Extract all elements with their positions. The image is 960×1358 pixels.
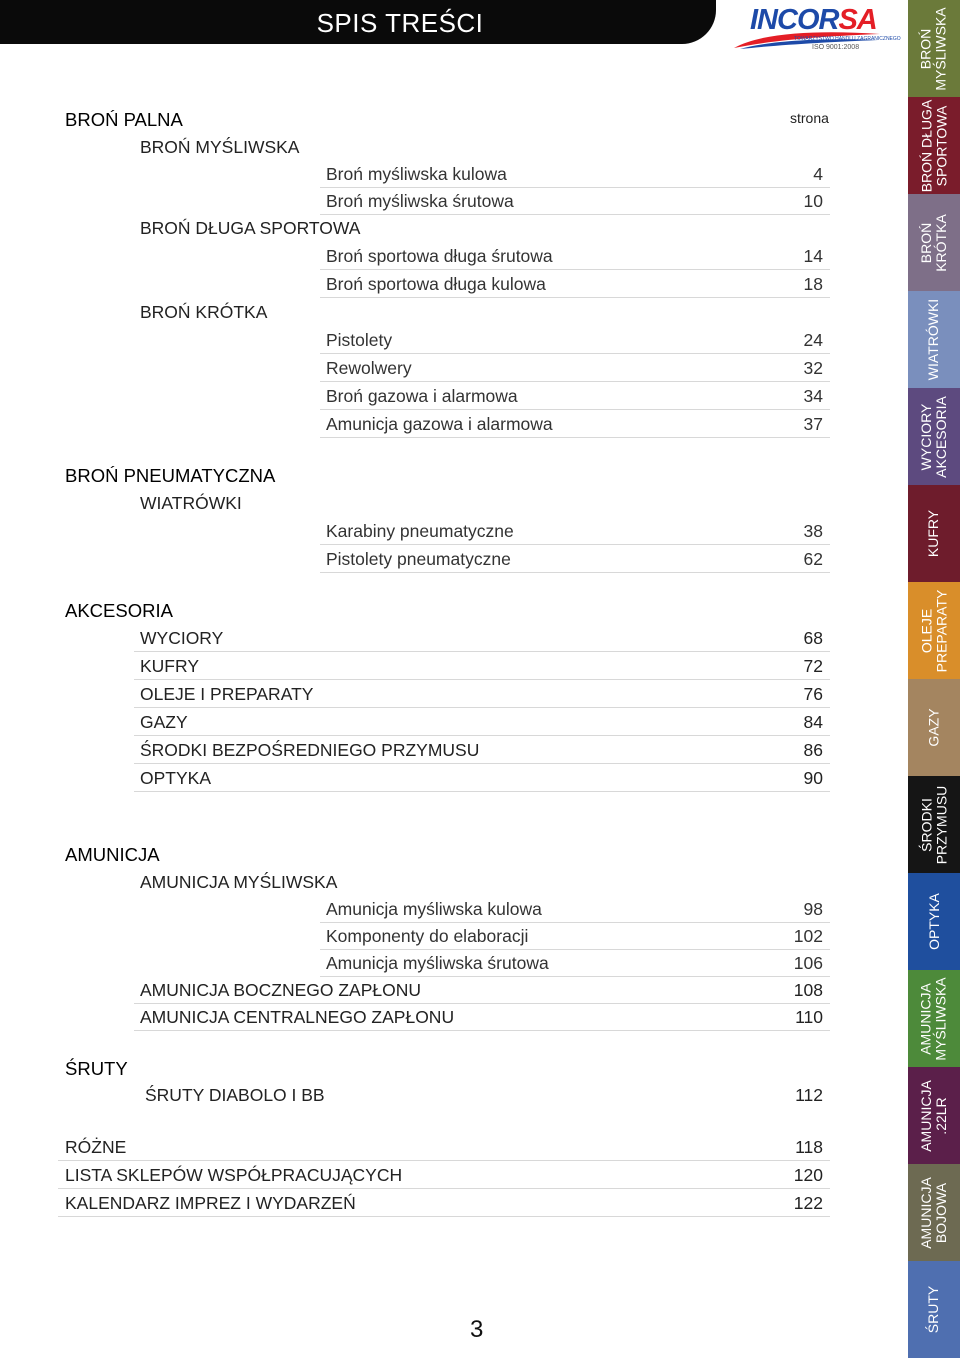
logo-wordmark: INCORSA: [750, 4, 877, 36]
tab-amunicja-22lr[interactable]: AMUNICJA .22LR: [908, 1067, 960, 1164]
page-title: SPIS TREŚCI: [316, 8, 484, 38]
toc-entry[interactable]: Broń myśliwska śrutowa 10: [320, 188, 830, 215]
toc-entry[interactable]: GAZY 84: [134, 709, 830, 736]
toc-entry[interactable]: LISTA SKLEPÓW WSPÓŁPRACUJĄCYCH 120: [58, 1162, 830, 1189]
tab-optyka[interactable]: OPTYKA: [908, 873, 960, 970]
toc-entry[interactable]: KUFRY 72: [134, 653, 830, 680]
tab-gazy[interactable]: GAZY: [908, 679, 960, 776]
toc-subsection[interactable]: BROŃ MYŚLIWSKA: [140, 137, 300, 157]
toc-subsection[interactable]: WIATRÓWKI: [140, 493, 242, 513]
toc-entry[interactable]: Broń gazowa i alarmowa 34: [320, 383, 830, 410]
page-column-heading: strona: [790, 110, 829, 126]
tab-oleje-preparaty[interactable]: OLEJE PREPARATY: [908, 582, 960, 679]
toc-entry[interactable]: Amunicja gazowa i alarmowa 37: [320, 411, 830, 438]
toc-entry[interactable]: Pistolety 24: [320, 327, 830, 354]
tab-sruty[interactable]: ŚRUTY: [908, 1261, 960, 1358]
toc-entry[interactable]: Karabiny pneumatyczne 38: [320, 518, 830, 545]
tab-wiatrowki[interactable]: WIATRÓWKI: [908, 291, 960, 388]
toc-entry[interactable]: Broń sportowa długa śrutowa 14: [320, 243, 830, 270]
toc-entry[interactable]: RÓŻNE 118: [58, 1134, 830, 1161]
tab-srodki-przymusu[interactable]: ŚRODKI PRZYMUSU: [908, 776, 960, 873]
toc-entry[interactable]: KALENDARZ IMPREZ I WYDARZEŃ 122: [58, 1190, 830, 1217]
toc-entry[interactable]: Rewolwery 32: [320, 355, 830, 382]
toc-subsection[interactable]: BROŃ KRÓTKA: [140, 302, 268, 322]
logo-iso: ISO 9001:2008: [812, 44, 860, 51]
toc-entry[interactable]: AMUNICJA CENTRALNEGO ZAPŁONU 110: [134, 1004, 830, 1031]
tab-bron-mysliwska[interactable]: BROŃ MYŚLIWSKA: [908, 0, 960, 97]
tab-kufry[interactable]: KUFRY: [908, 485, 960, 582]
toc-entry[interactable]: Pistolety pneumatyczne 62: [320, 546, 830, 573]
toc-entry[interactable]: OLEJE I PREPARATY 76: [134, 681, 830, 708]
tab-amunicja-bojowa[interactable]: AMUNICJA BOJOWA: [908, 1164, 960, 1261]
tab-wyciory-akcesoria[interactable]: WYCIORY AKCESORIA: [908, 388, 960, 485]
toc-entry[interactable]: OPTYKA 90: [134, 765, 830, 792]
logo-tagline: TOWARZYSTWO HANDLU ZAGRANICZNEGO: [794, 36, 901, 42]
tab-amunicja-mysliwska[interactable]: AMUNICJA MYŚLIWSKA: [908, 970, 960, 1067]
toc-subsection[interactable]: BROŃ DŁUGA SPORTOWA: [140, 218, 361, 238]
toc-entry[interactable]: Komponenty do elaboracji 102: [320, 923, 830, 950]
toc-entry[interactable]: Broń myśliwska kulowa 4: [320, 161, 830, 188]
incorsa-logo: [732, 4, 901, 52]
toc-entry[interactable]: Amunicja myśliwska śrutowa 106: [320, 950, 830, 977]
toc-entry[interactable]: ŚRODKI BEZPOŚREDNIEGO PRZYMUSU 86: [134, 737, 830, 764]
toc-entry[interactable]: WYCIORY 68: [134, 625, 830, 652]
toc-entry[interactable]: Amunicja myśliwska kulowa 98: [320, 896, 830, 923]
toc-subsection[interactable]: AMUNICJA MYŚLIWSKA: [140, 872, 338, 892]
toc-entry[interactable]: ŚRUTY DIABOLO I BB 112: [145, 1085, 823, 1105]
toc-entry[interactable]: Broń sportowa długa kulowa 18: [320, 271, 830, 298]
page-number: 3: [470, 1316, 484, 1343]
tab-bron-dluga-sportowa[interactable]: BROŃ DŁUGA SPORTOWA: [908, 97, 960, 194]
toc-entry[interactable]: AMUNICJA BOCZNEGO ZAPŁONU 108: [134, 977, 830, 1004]
tab-bron-krotka[interactable]: BROŃ KRÓTKA: [908, 194, 960, 291]
